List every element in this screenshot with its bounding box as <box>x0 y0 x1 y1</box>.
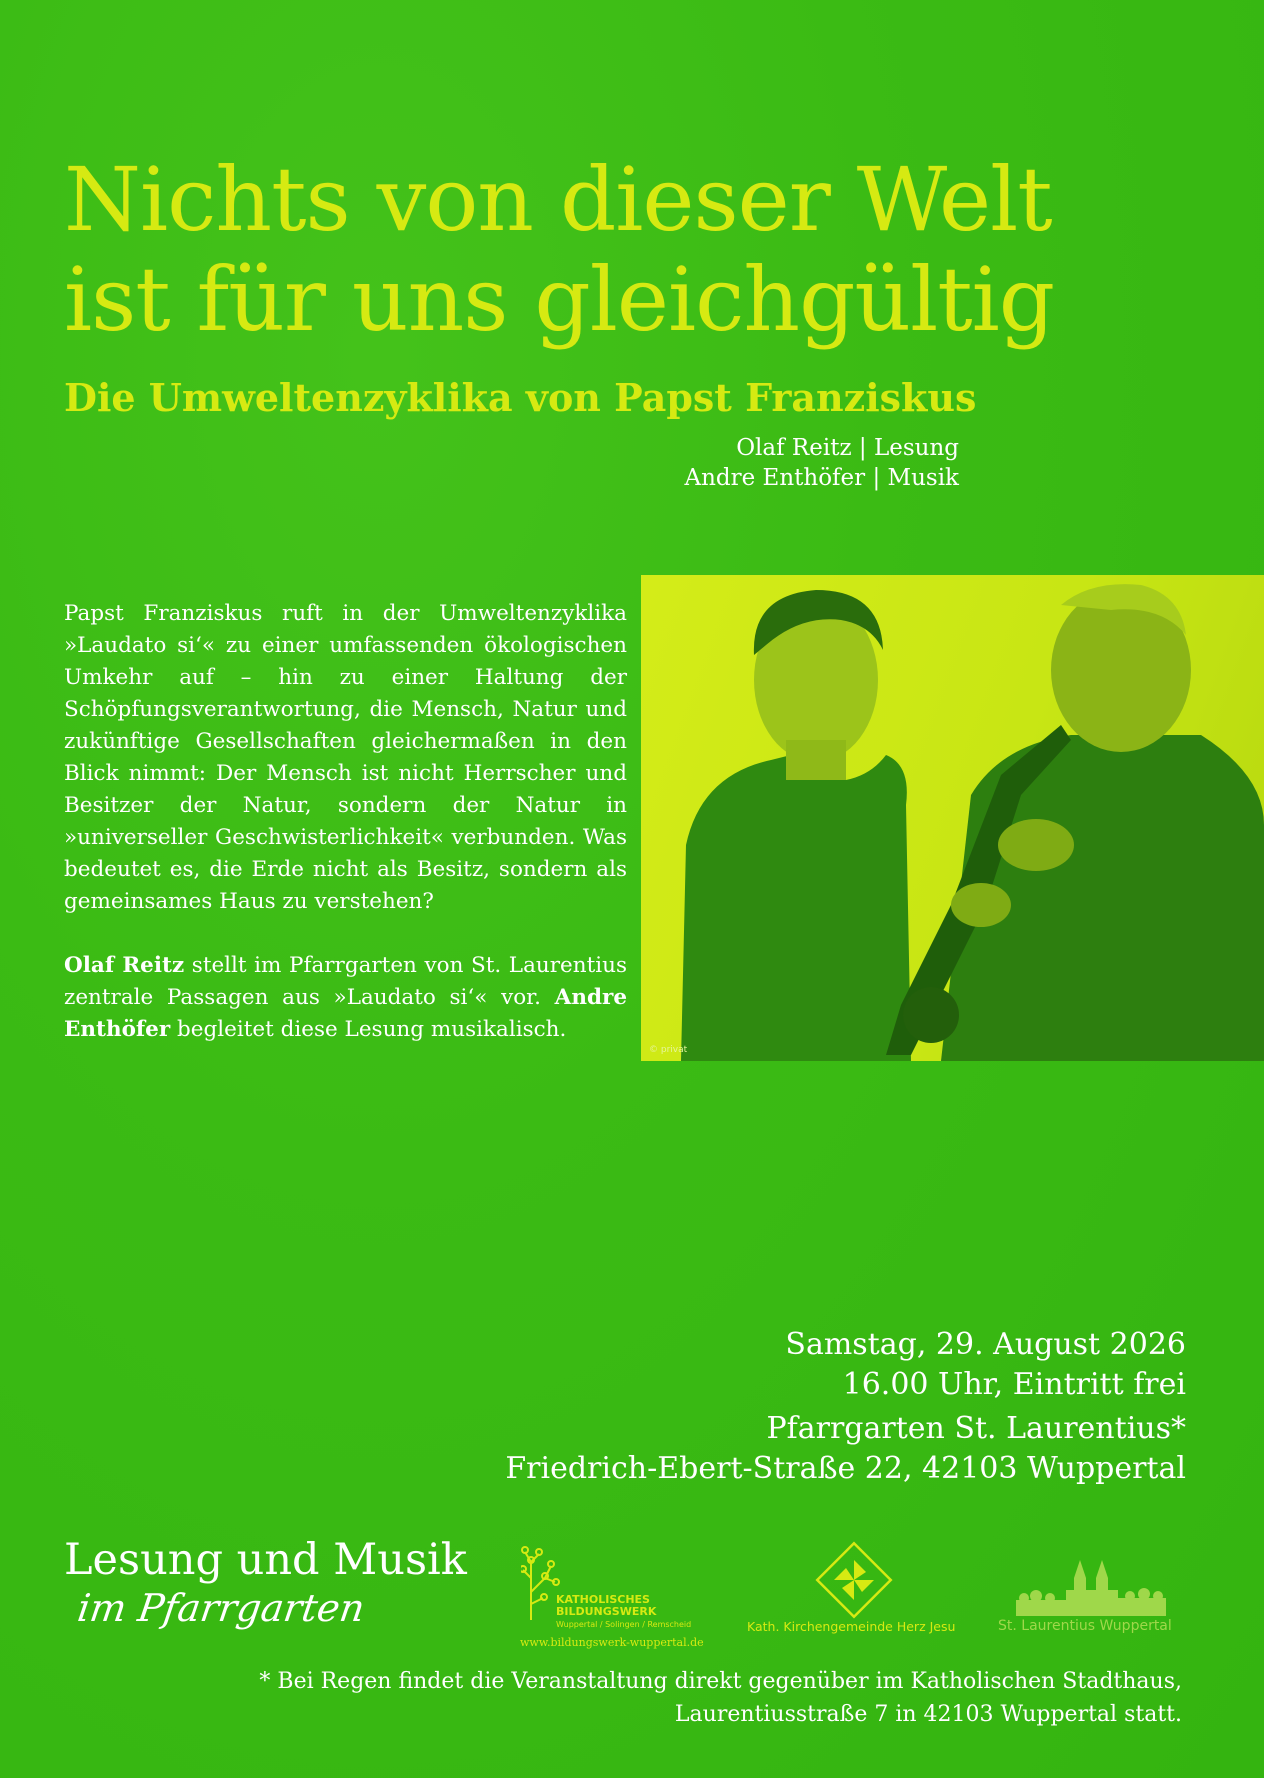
performers-photo <box>641 575 1264 1061</box>
bildungswerk-name-line2: BILDUNGSWERK <box>556 1605 657 1618</box>
tree-icon <box>521 1542 561 1622</box>
rain-note-line2: Laurentiusstraße 7 in 42103 Wuppertal statt. <box>674 1702 1182 1727</box>
bildungswerk-name-line1: KATHOLISCHES <box>556 1593 650 1606</box>
church-skyline-icon <box>1006 1556 1176 1616</box>
performer-credits <box>684 433 959 493</box>
series-logo <box>64 1534 467 1630</box>
performer-name-enthoefer: Andre Enthöfer <box>64 985 627 1042</box>
rain-note <box>259 1665 1182 1731</box>
event-address: Friedrich-Ebert-Straße 22, 42103 Wuppertal <box>505 1451 1186 1486</box>
performer-name-reitz: Olaf Reitz <box>64 953 185 978</box>
description-paragraph-1: Papst Franziskus ruft in der Umweltenzyklika »Laudato si‘« zu einer umfassenden ökologischen Umkehr auf – hin zu einer Haltung der Schöpfungsverantwortung, die Mensch, Natur und zukünftige Gesellschaften gleichermaßen in den Blick nimmt: Der Mensch ist nicht Herrscher und Besitzer der Natur, sondern der Natur in »universeller Geschwisterlichkeit« verbunden. Was bedeutet es, die Erde nicht als Besitz, sondern als gemeinsames Haus zu verstehen? <box>64 601 627 914</box>
herz-jesu-name: Kath. Kirchengemeinde Herz Jesu <box>747 1619 956 1634</box>
event-date: Samstag, 29. August 2026 <box>785 1327 1186 1362</box>
description-text: begleitet diese Lesung musikalisch. <box>170 1017 567 1042</box>
title-line-1: Nichts von dieser Welt <box>64 148 1052 251</box>
performers-illustration <box>641 575 1264 1061</box>
credit-reading: Olaf Reitz | Lesung <box>736 435 959 461</box>
credit-music: Andre Enthöfer | Musik <box>684 465 959 491</box>
description-text: stellt im Pfarrgarten von St. Laurentius zentrale Passagen aus »Laudato si‘« vor. <box>64 953 627 1010</box>
description <box>64 598 627 1078</box>
bildungswerk-url: www.bildungswerk-wuppertal.de <box>520 1636 704 1649</box>
series-title: Lesung und Musik <box>64 1535 467 1585</box>
photo-credit: © privat <box>649 1045 688 1055</box>
st-laurentius-logo <box>998 1556 1188 1636</box>
event-title <box>64 150 1214 350</box>
description-paragraph-2 <box>64 950 627 1046</box>
pinwheel-icon <box>814 1540 894 1620</box>
series-subtitle: im Pfarrgarten <box>74 1586 368 1630</box>
event-venue: Pfarrgarten St. Laurentius* <box>766 1411 1186 1446</box>
event-subtitle: Die Umweltenzyklika von Papst Franziskus <box>64 375 977 420</box>
herz-jesu-logo <box>740 1540 970 1640</box>
rain-note-line1: * Bei Regen findet die Veranstaltung direkt gegenüber im Katholischen Stadthaus, <box>259 1669 1182 1694</box>
bildungswerk-name <box>556 1594 656 1618</box>
event-details <box>505 1325 1186 1489</box>
st-laurentius-name: St. Laurentius Wuppertal <box>998 1618 1172 1634</box>
bildungswerk-region: Wuppertal / Solingen / Remscheid <box>556 1620 692 1629</box>
title-line-2: ist für uns gleichgültig <box>64 248 1055 351</box>
event-time: 16.00 Uhr, Eintritt frei <box>842 1367 1186 1402</box>
bildungswerk-logo <box>518 1542 718 1652</box>
